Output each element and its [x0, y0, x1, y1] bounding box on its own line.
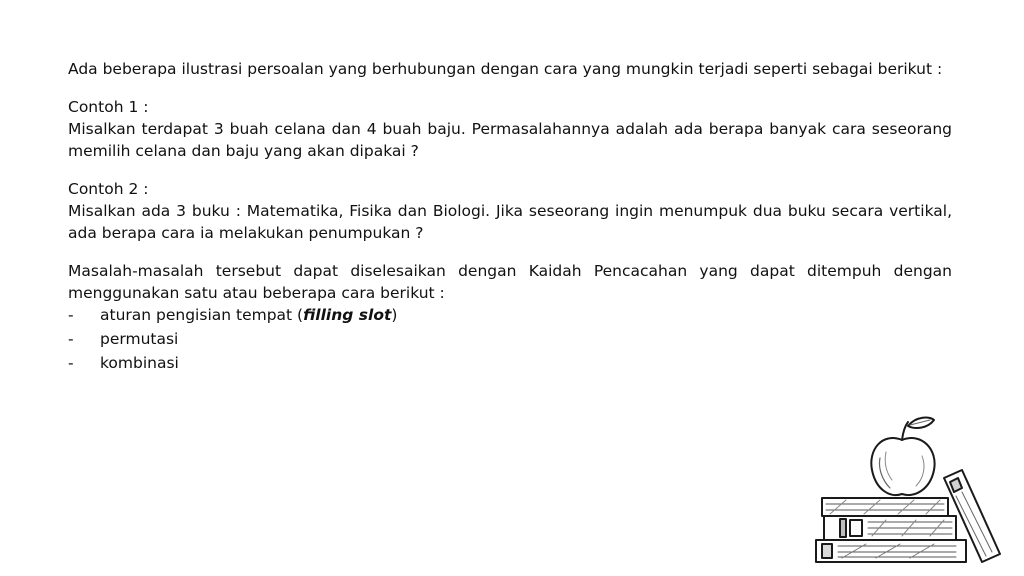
example-1-heading: Contoh 1 : [68, 98, 149, 116]
example-2 [68, 178, 952, 244]
intro-paragraph: Ada beberapa ilustrasi persoalan yang berhubungan dengan cara yang mungkin terjadi seperti sebagai berikut : [68, 60, 943, 78]
list-marker: - [68, 306, 74, 324]
list-item-text: kombinasi [100, 354, 179, 372]
document-body [68, 58, 952, 376]
summary-paragraph: Masalah-masalah tersebut dapat diselesaikan dengan Kaidah Pencacahan yang dapat ditempuh dengan menggunakan satu atau beberapa cara berikut : [68, 262, 952, 302]
list-marker: - [68, 354, 74, 372]
example-2-text: Misalkan ada 3 buku : Matematika, Fisika dan Biologi. Jika seseorang ingin menumpuk dua buku secara vertikal, ada berapa cara ia melakukan penumpukan ? [68, 202, 952, 242]
list-item-emphasis: filling slot [303, 306, 392, 324]
apple-on-books-icon [806, 412, 1010, 574]
list-item-text [100, 304, 397, 326]
example-1 [68, 96, 952, 162]
list-item-suffix: ) [391, 306, 398, 324]
list-item-prefix: aturan pengisian tempat ( [100, 306, 304, 324]
list-item [68, 352, 952, 374]
list-item [68, 304, 952, 326]
example-2-heading: Contoh 2 : [68, 180, 149, 198]
list-item-text: permutasi [100, 330, 179, 348]
example-1-text: Misalkan terdapat 3 buah celana dan 4 buah baju. Permasalahannya adalah ada berapa banyak cara seseorang memilih celana dan baju yang akan dipakai ? [68, 120, 952, 160]
list-marker: - [68, 330, 74, 348]
method-list [68, 304, 952, 374]
list-item [68, 328, 952, 350]
